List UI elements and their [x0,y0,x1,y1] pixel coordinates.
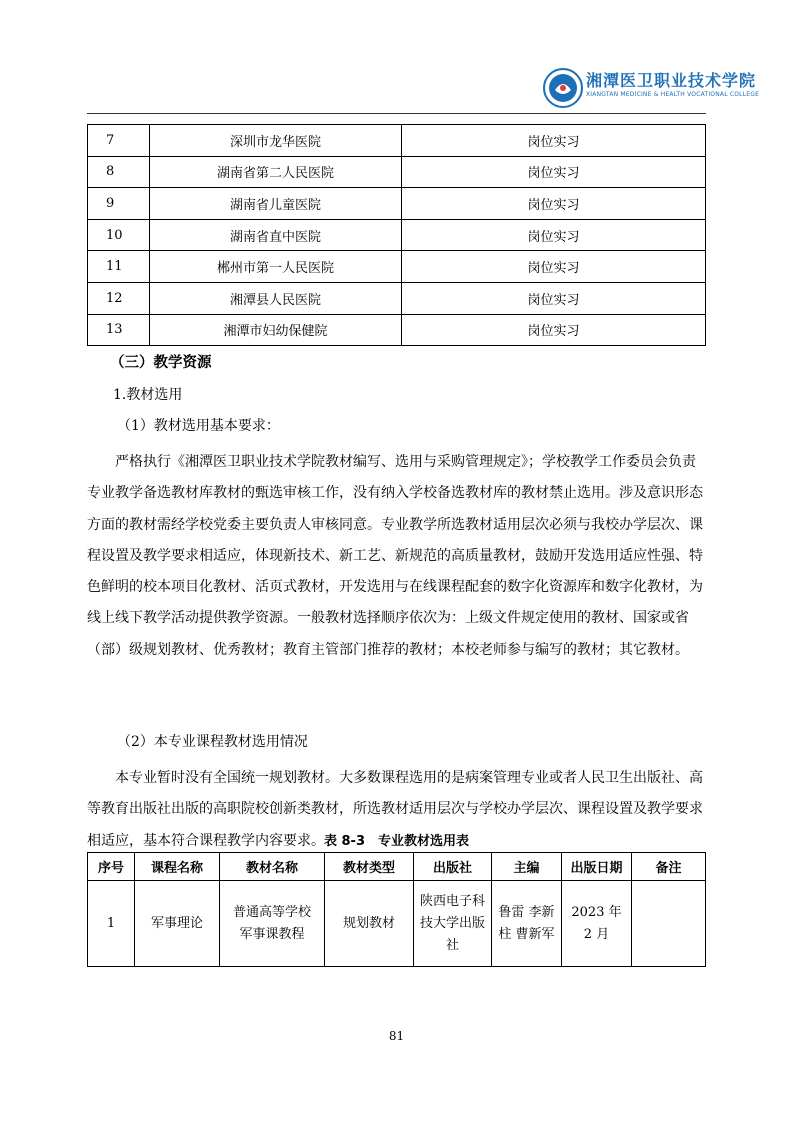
hospital-name: 湖南省直中医院 [150,219,402,251]
hospital-name: 深圳市龙华医院 [150,125,402,157]
cell-publisher: 陕西电子科技大学出版社 [414,881,492,967]
requirements-paragraph: 严格执行《湘潭医卫职业技术学院教材编写、选用与采购管理规定》；学校教学工作委员会负责专业教学备选教材库教材的甄选审核工作，没有纳入学校备选教材库的教材禁止选用。涉及意识形态方面的教材需经学校党委主要负责人审核同意。专业教学所选教材适用层次必须与我校办学层次、课程设置及教学要求相适应，体现新技术、新工艺、新规范的高质量教材，鼓励开发选用适应性强、特色鲜明的校本项目化教材、活页式教材，开发选用与在线课程配套的数字化资源库和数字化教材，为线上线下教学活动提供教学资源。一般教材选择顺序依次为：上级文件规定使用的教材、国家或省（部）级规划教材、优秀教材；教育主管部门推荐的教材；本校老师参与编写的教材；其它教材。 [87,454,703,658]
row-number: 9 [88,188,150,220]
column-header: 教材类型 [325,853,414,881]
practice-type: 岗位实习 [402,188,706,220]
subsection-item-title: （1）教材选用基本要求： [117,418,280,434]
header-divider [87,113,706,114]
cell-course: 军事理论 [135,881,220,967]
table-caption: 表 8-3 专业教材选用表 [323,834,469,849]
cell-type: 规划教材 [325,881,414,967]
table-row [88,881,706,967]
section-heading: （三）教学资源 [110,355,212,371]
table-row [88,156,706,188]
cell-textbook: 普通高等学校军事课教程 [220,881,325,967]
hospital-name: 湘潭市妇幼保健院 [150,314,402,346]
column-header: 序号 [88,853,135,881]
page-number: 81 [388,1029,405,1043]
practice-type: 岗位实习 [402,251,706,283]
college-emblem-icon [543,68,583,108]
hospital-table [87,124,706,346]
practice-type: 岗位实习 [402,282,706,314]
hospital-name: 湘潭县人民医院 [150,282,402,314]
cell-editor: 鲁雷 李新柱 曹新军 [492,881,562,967]
subsection-item-title: （2）本专业课程教材选用情况 [117,734,308,750]
cell-date: 2023 年 2 月 [562,881,632,967]
row-number: 8 [88,156,150,188]
table-row [88,125,706,157]
practice-type: 岗位实习 [402,219,706,251]
column-header: 出版社 [414,853,492,881]
selection-paragraph: 本专业暂时没有全国统一规划教材。大多数课程选用的是病案管理专业或者人民卫生出版社、高等教育出版社出版的高职院校创新类教材，所选教材适用层次与学校办学层次、课程设置及教学要求相适应，基本符合课程教学内容要求。 [87,770,703,849]
cell-remark [632,881,706,967]
column-header: 教材名称 [220,853,325,881]
cell-number: 1 [88,881,135,967]
table-row [88,251,706,283]
column-header: 课程名称 [135,853,220,881]
column-header: 备注 [632,853,706,881]
table-row [88,219,706,251]
practice-type: 岗位实习 [402,125,706,157]
practice-type: 岗位实习 [402,314,706,346]
column-header: 出版日期 [562,853,632,881]
row-number: 7 [88,125,150,157]
college-logo [543,62,760,108]
hospital-name: 湖南省第二人民医院 [150,156,402,188]
textbook-table [87,852,706,967]
table-row [88,282,706,314]
college-name: 湘潭医卫职业技术学院 [586,71,757,90]
table-row [88,314,706,346]
hospital-name: 湖南省儿童医院 [150,188,402,220]
row-number: 10 [88,219,150,251]
table-row [88,188,706,220]
column-header: 主编 [492,853,562,881]
row-number: 13 [88,314,150,346]
college-name-en: XIANGTAN MEDICINE & HEALTH VOCATIONAL COLLEGE [586,91,760,98]
hospital-name: 郴州市第一人民医院 [150,251,402,283]
subsection-title: 1.教材选用 [113,387,183,403]
practice-type: 岗位实习 [402,156,706,188]
row-number: 11 [88,251,150,283]
table-header-row [88,853,706,881]
row-number: 12 [88,282,150,314]
